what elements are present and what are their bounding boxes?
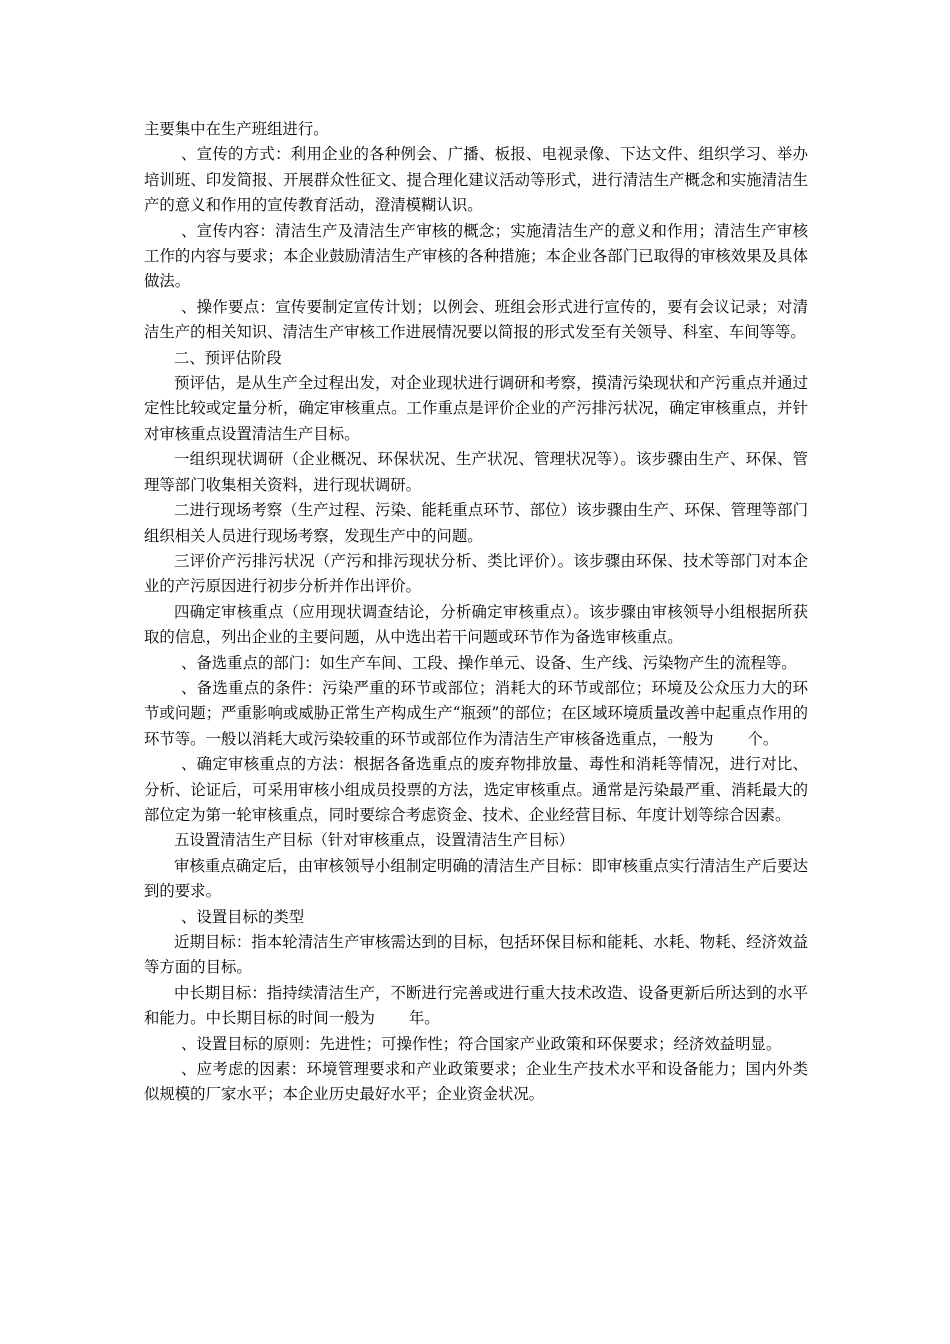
paragraph-18-tail: 年。	[408, 1009, 440, 1028]
paragraph-17: 近期目标：指本轮清洁生产审核需达到的目标，包括环保目标和能耗、水耗、物耗、经济效益等方面的目标。	[144, 933, 808, 977]
paragraph-19: 、设置目标的原则：先进性；可操作性；符合国家产业政策和环保要求；经济效益明显。	[181, 1034, 782, 1053]
paragraph-16: 、设置目标的类型	[181, 907, 305, 926]
paragraph-2: 、宣传的方式：利用企业的各种例会、广播、板报、电视录像、下达文件、组织学习、举办培训班、印发简报、开展群众性征文、提合理化建议活动等形式，进行清洁生产概念和实施清洁生产的意义和作用的宣传教育活动，澄清模糊认识。	[144, 145, 808, 215]
paragraph-4: 、操作要点：宣传要制定宣传计划；以例会、班组会形式进行宣传的，要有会议记录；对清洁生产的相关知识、清洁生产审核工作进展情况要以简报的形式发至有关领导、科室、车间等等。	[144, 297, 808, 342]
paragraph-6: 预评估，是从生产全过程出发，对企业现状进行调研和考察，摸清污染现状和产污重点并通过定性比较或定量分析，确定审核重点。工作重点是评价企业的产污排污状况，确定审核重点，并针对审核重点设置清洁生产目标。	[144, 374, 808, 443]
paragraph-12	[144, 676, 808, 752]
paragraph-13: 、确定审核重点的方法：根据各备选重点的废弃物排放量、毒性和消耗等情况，进行对比、分析、论证后，可采用审核小组成员投票的方法，选定审核重点。通常是污染最严重、消耗最大的部位定为第一轮审核重点，同时要综合考虑资金、技术、企业经营目标、年度计划等综合因素。	[144, 755, 808, 824]
paragraph-18	[144, 981, 808, 1032]
document-body	[144, 117, 808, 1108]
paragraph-14: 五设置清洁生产目标（针对审核重点，设置清洁生产目标）	[174, 831, 575, 850]
paragraph-10: 四确定审核重点（应用现状调查结论，分析确定审核重点）。该步骤由审核领导小组根据所获取的信息，列出企业的主要问题，从中选出若干问题或环节作为备选审核重点。	[144, 602, 808, 647]
paragraph-12-tail: 个。	[747, 729, 779, 748]
paragraph-11: 、备选重点的部门：如生产车间、工段、操作单元、设备、生产线、污染物产生的流程等。	[181, 653, 797, 672]
paragraph-3: 、宣传内容：清洁生产及清洁生产审核的概念；实施清洁生产的意义和作用；清洁生产审核工作的内容与要求；本企业鼓励清洁生产审核的各种措施；本企业各部门已取得的审核效果及具体做法。	[144, 221, 808, 291]
paragraph-8: 二进行现场考察（生产过程、污染、能耗重点环节、部位）该步骤由生产、环保、管理等部门组织相关人员进行现场考察，发现生产中的问题。	[144, 501, 808, 545]
paragraph-12-text: 、备选重点的条件：污染严重的环节或部位；消耗大的环节或部位；环境及公众压力大的环节或问题；严重影响或威胁正常生产构成生产“瓶颈”的部位；在区域环境质量改善中起重点作用的环节等。一般以消耗大或污染较重的环节或部位作为清洁生产审核备选重点，一般为	[144, 678, 808, 748]
paragraph-7: 一组织现状调研（企业概况、环保状况、生产状况、管理状况等）。该步骤由生产、环保、管理等部门收集相关资料，进行现状调研。	[144, 450, 808, 494]
paragraph-18-text: 中长期目标：指持续清洁生产，不断进行完善或进行重大技术改造、设备更新后所达到的水平和能力。中长期目标的时间一般为	[144, 983, 808, 1028]
paragraph-9: 三评价产污排污状况（产污和排污现状分析、类比评价）。该步骤由环保、技术等部门对本企业的产污原因进行初步分析并作出评价。	[144, 551, 808, 596]
paragraph-1: 主要集中在生产班组进行。	[144, 120, 329, 138]
paragraph-15: 审核重点确定后，由审核领导小组制定明确的清洁生产目标：即审核重点实行清洁生产后要达到的要求。	[144, 856, 808, 901]
section-heading-pre-assessment: 二、预评估阶段	[174, 348, 282, 367]
paragraph-20: 、应考虑的因素：环境管理要求和产业政策要求；企业生产技术水平和设备能力；国内外类似规模的厂家水平；本企业历史最好水平；企业资金状况。	[144, 1060, 808, 1104]
